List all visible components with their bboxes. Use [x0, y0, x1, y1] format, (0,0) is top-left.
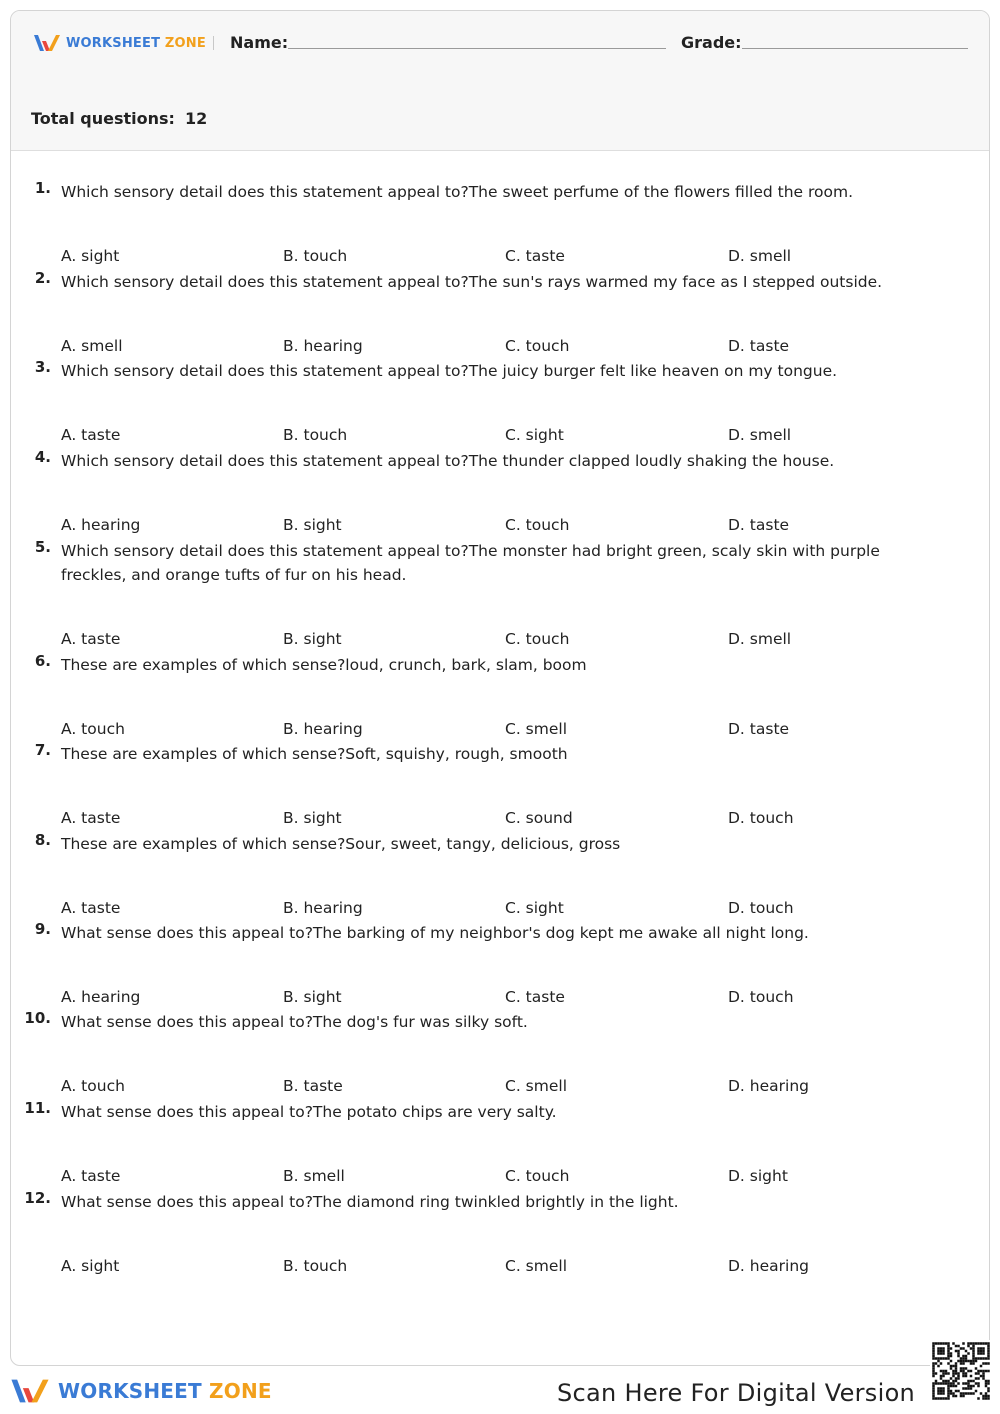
total-questions-label: Total questions: [31, 109, 175, 128]
header-separator [213, 36, 214, 50]
answer-option[interactable]: A. smell [61, 337, 123, 355]
question-number: 3. [34, 358, 51, 376]
page-footer [0, 1366, 1000, 1414]
answer-option[interactable]: D. smell [728, 630, 792, 648]
answer-option[interactable]: A. taste [61, 426, 121, 444]
question-text: What sense does this appeal to?The diamond ring twinkled brightly in the light. [61, 1193, 679, 1211]
answer-option[interactable]: D. touch [728, 809, 794, 827]
brand-word-worksheet: WORKSHEET [66, 35, 161, 51]
question-text: What sense does this appeal to?The barking of my neighbor's dog kept me awake all night long. [61, 924, 809, 942]
worksheet-zone-logo-icon [33, 33, 61, 53]
answer-option[interactable]: A. taste [61, 630, 121, 648]
question-text: Which sensory detail does this statement appeal to?The sun's rays warmed my face as I stepped outside. [61, 273, 883, 291]
answer-option[interactable]: D. touch [728, 899, 794, 917]
answer-option[interactable]: D. taste [728, 720, 790, 738]
answer-option[interactable]: D. hearing [728, 1077, 809, 1095]
grade-label: Grade: [681, 33, 742, 52]
name-field[interactable] [288, 48, 666, 49]
worksheet-zone-logo-icon [10, 1376, 50, 1406]
question-number: 11. [24, 1099, 51, 1117]
answer-option[interactable]: D. sight [728, 1167, 788, 1185]
total-questions [31, 109, 207, 128]
answer-option[interactable]: D. taste [728, 516, 790, 534]
answer-option[interactable]: C. touch [505, 516, 570, 534]
answer-option[interactable]: C. taste [505, 247, 565, 265]
answer-option[interactable]: B. touch [283, 1257, 348, 1275]
footer-brand-word-worksheet: WORKSHEET [58, 1379, 202, 1403]
answer-option[interactable]: B. hearing [283, 720, 363, 738]
question-number: 9. [34, 920, 51, 938]
answer-option[interactable]: A. hearing [61, 516, 141, 534]
worksheet-sheet [10, 10, 990, 1366]
question-text: These are examples of which sense?Sour, sweet, tangy, delicious, gross [61, 835, 621, 853]
brand-name [66, 36, 206, 51]
question-number: 1. [34, 179, 51, 197]
answer-option[interactable]: D. touch [728, 988, 794, 1006]
footer-brand-logo [10, 1376, 272, 1406]
answer-option[interactable]: D. smell [728, 247, 792, 265]
answer-option[interactable]: B. sight [283, 809, 342, 827]
answer-option[interactable]: C. smell [505, 1257, 567, 1275]
answer-option[interactable]: A. taste [61, 899, 121, 917]
answer-option[interactable]: C. taste [505, 988, 565, 1006]
answer-option[interactable]: C. touch [505, 630, 570, 648]
question-number: 4. [34, 448, 51, 466]
answer-option[interactable]: A. sight [61, 1257, 120, 1275]
question-number: 7. [34, 741, 51, 759]
grade-field[interactable] [742, 48, 968, 49]
answer-option[interactable]: A. taste [61, 809, 121, 827]
question-number: 6. [34, 652, 51, 670]
answer-option[interactable]: C. smell [505, 720, 567, 738]
answer-option[interactable]: A. sight [61, 247, 120, 265]
question-text: These are examples of which sense?loud, crunch, bark, slam, boom [61, 656, 587, 674]
question-number: 10. [24, 1009, 51, 1027]
answer-option[interactable]: B. smell [283, 1167, 345, 1185]
question-text: Which sensory detail does this statement appeal to?The thunder clapped loudly shaking the house. [61, 452, 835, 470]
answer-option[interactable]: A. hearing [61, 988, 141, 1006]
scan-prompt: Scan Here For Digital Version [557, 1379, 916, 1407]
question-text: What sense does this appeal to?The potato chips are very salty. [61, 1103, 557, 1121]
question-text: These are examples of which sense?Soft, squishy, rough, smooth [61, 745, 568, 763]
answer-option[interactable]: C. sight [505, 899, 564, 917]
answer-option[interactable]: C. sight [505, 426, 564, 444]
brand-word-zone: ZONE [164, 35, 206, 51]
question-number: 5. [34, 538, 51, 556]
answer-option[interactable]: C. touch [505, 337, 570, 355]
answer-option[interactable]: C. smell [505, 1077, 567, 1095]
answer-option[interactable]: B. sight [283, 516, 342, 534]
question-number: 12. [24, 1189, 51, 1207]
answer-option[interactable]: B. hearing [283, 899, 363, 917]
footer-brand-word-zone: ZONE [209, 1379, 272, 1403]
question-text: Which sensory detail does this statement appeal to?The juicy burger felt like heaven on my tongue. [61, 362, 838, 380]
answer-option[interactable]: B. touch [283, 247, 348, 265]
answer-option[interactable]: B. sight [283, 630, 342, 648]
question-text: What sense does this appeal to?The dog's fur was silky soft. [61, 1013, 528, 1031]
answer-option[interactable]: D. smell [728, 426, 792, 444]
answer-option[interactable]: A. touch [61, 720, 125, 738]
question-number: 2. [34, 269, 51, 287]
qr-code-icon[interactable] [930, 1340, 992, 1402]
answer-option[interactable]: A. taste [61, 1167, 121, 1185]
worksheet-header [11, 11, 989, 151]
answer-option[interactable]: D. taste [728, 337, 790, 355]
name-label: Name: [230, 33, 289, 52]
brand-logo [33, 33, 206, 53]
question-number: 8. [34, 831, 51, 849]
answer-option[interactable]: B. touch [283, 426, 348, 444]
answer-option[interactable]: A. touch [61, 1077, 125, 1095]
question-text: Which sensory detail does this statement appeal to?The sweet perfume of the flowers filled the room. [61, 183, 854, 201]
answer-option[interactable]: C. sound [505, 809, 573, 827]
question-text: Which sensory detail does this statement appeal to?The monster had bright green, scaly skin with purple freckles, and orange tufts of fur on his head. [61, 542, 880, 584]
answer-option[interactable]: B. sight [283, 988, 342, 1006]
answer-option[interactable]: D. hearing [728, 1257, 809, 1275]
answer-option[interactable]: B. taste [283, 1077, 343, 1095]
answer-option[interactable]: C. touch [505, 1167, 570, 1185]
footer-brand-name [58, 1379, 272, 1403]
answer-option[interactable]: B. hearing [283, 337, 363, 355]
total-questions-value: 12 [184, 109, 208, 128]
